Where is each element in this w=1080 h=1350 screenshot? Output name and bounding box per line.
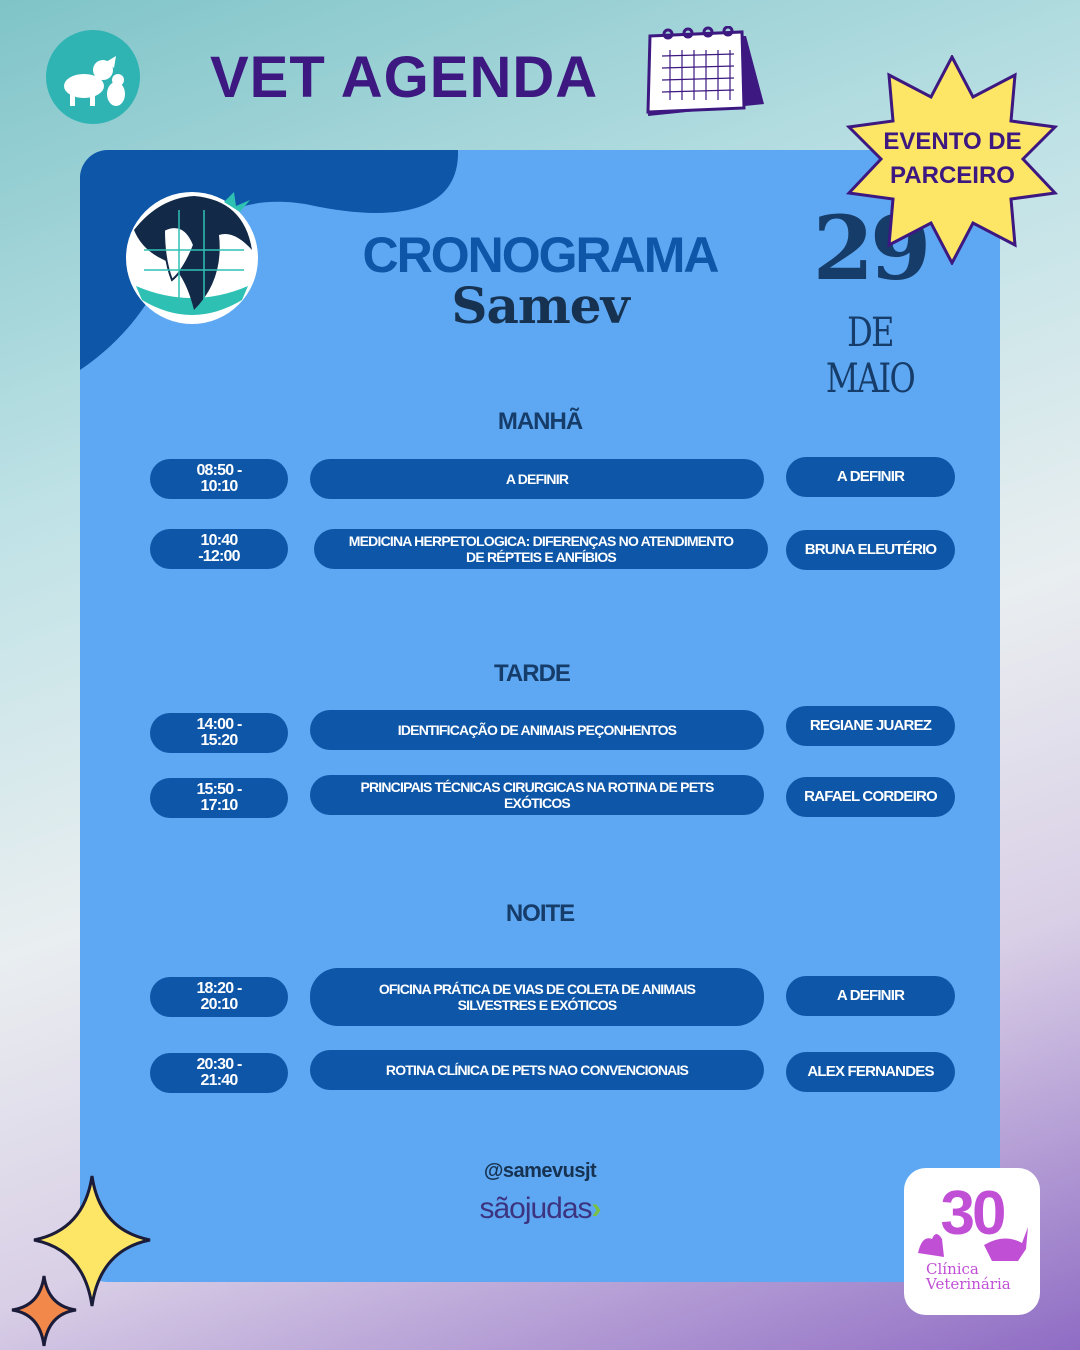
brand-mark: › xyxy=(591,1192,601,1225)
calendar-icon xyxy=(640,26,770,130)
event-title: CRONOGRAMA xyxy=(362,227,718,283)
session-speaker: A DEFINIR xyxy=(786,976,955,1016)
session-speaker: ALEX FERNANDES xyxy=(786,1052,955,1092)
clinic-label xyxy=(914,1262,1046,1292)
clinic-line2: Veterinária xyxy=(926,1275,1011,1293)
session-speaker: REGIANE JUAREZ xyxy=(786,706,955,746)
session-time: 18:20 - 20:10 xyxy=(150,977,288,1017)
instagram-handle: @samevusjt xyxy=(483,1160,597,1182)
brand-name: sãojudas xyxy=(479,1192,592,1225)
session-topic: PRINCIPAIS TÉCNICAS CIRURGICAS NA ROTINA DE PETS EXÓTICOS xyxy=(310,775,764,815)
clinic-line1: Clínica xyxy=(926,1260,979,1278)
session-topic: MEDICINA HERPETOLOGICA: DIFERENÇAS NO ATENDIMENTO DE RÉPTEIS E ANFÍBIOS xyxy=(314,529,768,569)
globe-animals-icon xyxy=(124,190,260,326)
event-day: 29 xyxy=(812,196,928,300)
session-topic: OFICINA PRÁTICA DE VIAS DE COLETA DE ANIMAIS SILVESTRES E EXÓTICOS xyxy=(310,968,764,1026)
session-topic: IDENTIFICAÇÃO DE ANIMAIS PEÇONHENTOS xyxy=(310,710,764,750)
partner-badge xyxy=(845,125,1060,193)
period-night: NOITE xyxy=(505,900,575,927)
partner-badge-line2: PARCEIRO xyxy=(890,162,1015,189)
event-subtitle: Samev xyxy=(451,276,629,335)
period-afternoon: TARDE xyxy=(494,660,570,687)
partner-badge-line1: EVENTO DE xyxy=(883,128,1022,155)
vet-agenda-logo-icon xyxy=(46,30,140,124)
session-time: 08:50 - 10:10 xyxy=(150,459,288,499)
session-time: 20:30 - 21:40 xyxy=(150,1053,288,1093)
session-time: 15:50 - 17:10 xyxy=(150,778,288,818)
clinic-pets-icon xyxy=(914,1205,1034,1265)
session-topic: ROTINA CLÍNICA DE PETS NAO CONVENCIONAIS xyxy=(310,1050,764,1090)
session-speaker: RAFAEL CORDEIRO xyxy=(786,777,955,817)
brand-logo xyxy=(420,1192,660,1226)
session-speaker: A DEFINIR xyxy=(786,457,955,497)
page-title: VET AGENDA xyxy=(210,45,599,110)
session-time: 14:00 - 15:20 xyxy=(150,713,288,753)
event-month: DE MAIO xyxy=(825,310,915,402)
session-topic: A DEFINIR xyxy=(310,459,764,499)
clinic-number: 30 xyxy=(940,1179,1004,1248)
session-time: 10:40 -12:00 xyxy=(150,529,288,569)
period-morning: MANHÃ xyxy=(497,408,583,435)
session-speaker: BRUNA ELEUTÉRIO xyxy=(786,530,955,570)
sparkle-star-icon xyxy=(8,1272,80,1350)
